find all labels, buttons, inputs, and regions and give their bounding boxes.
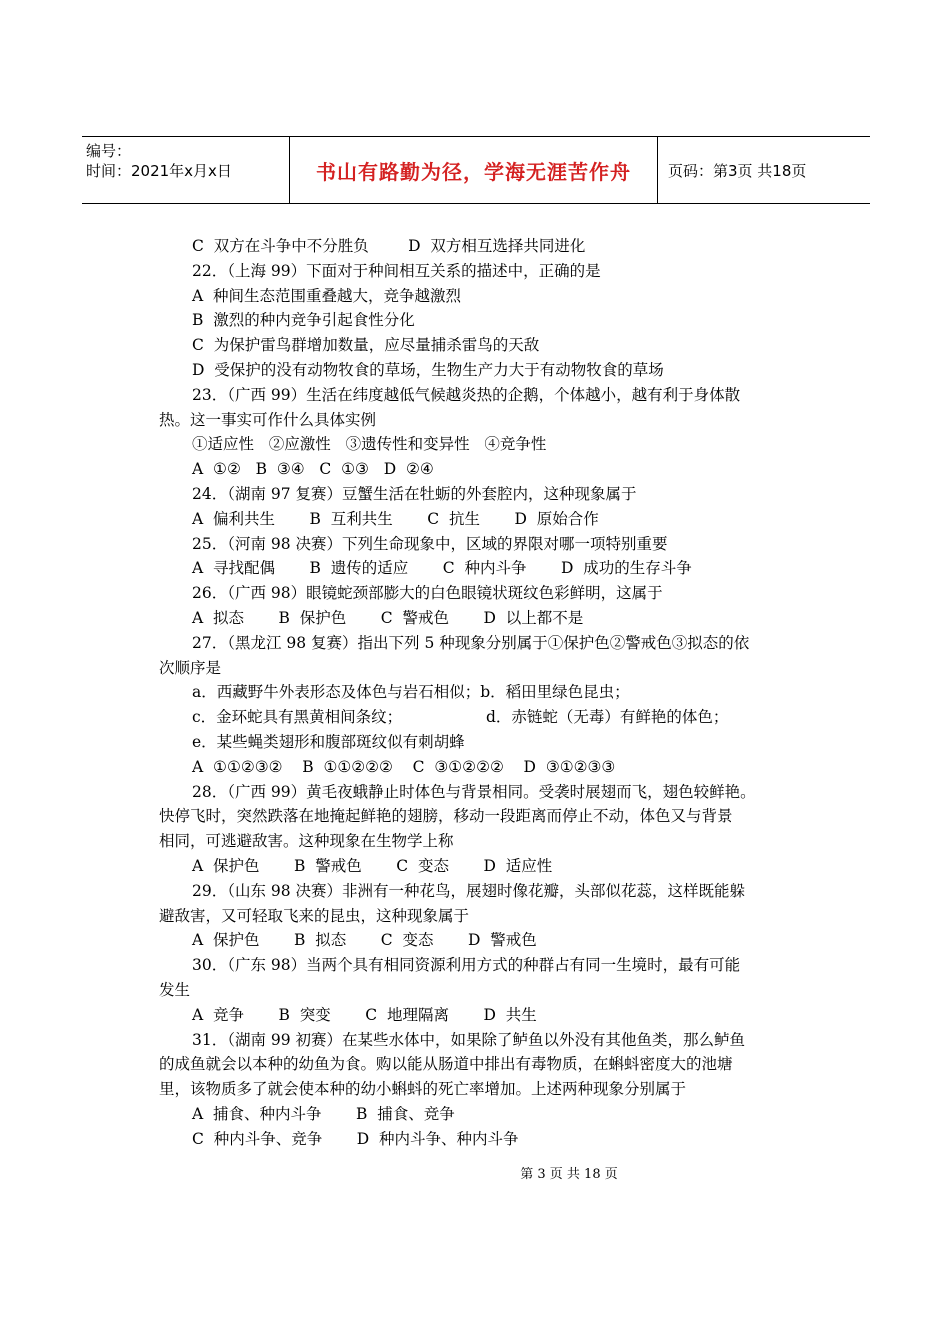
option-line: A 寻找配偶 B 遗传的适应 C 种内斗争 D 成功的生存斗争 xyxy=(192,559,692,578)
question-continuation: 发生 xyxy=(159,980,191,999)
option-line: A 保护色 B 拟态 C 变态 D 警戒色 xyxy=(192,931,537,950)
header-meta xyxy=(82,137,290,203)
option-line: C 为保护雷鸟群增加数量，应尽量捕杀雷鸟的天敌 xyxy=(192,336,540,355)
question-continuation: 次顺序是 xyxy=(159,658,222,677)
question-continuation: 避敌害，又可轻取飞来的昆虫，这种现象属于 xyxy=(159,906,470,925)
option-line: C 种内斗争、竞争 D 种内斗争、种内斗争 xyxy=(192,1129,519,1148)
header-motto-cell xyxy=(290,137,658,203)
option-line: A 偏利共生 B 互利共生 C 抗生 D 原始合作 xyxy=(192,509,599,528)
question-line: 30．（广东 98）当两个具有相同资源利用方式的种群占有同一生境时，最有可能 xyxy=(192,956,741,975)
option-line: A ①①②③② B ①①②②② C ③①②②② D ③①②③③ xyxy=(192,757,616,776)
option-line: c．金环蛇具有黑黄相间条纹； d．赤链蛇（无毒）有鲜艳的体色； xyxy=(192,708,729,727)
question-line: 24．（湖南 97 复赛）豆蟹生活在牡蛎的外套腔内，这种现象属于 xyxy=(192,484,637,503)
question-line: 23．（广西 99）生活在纬度越低气候越炎热的企鹅，个体越小，越有利于身体散 xyxy=(192,385,741,404)
question-line: 31．（湖南 99 初赛）在某些水体中，如果除了鲈鱼以外没有其他鱼类，那么鲈鱼 xyxy=(192,1030,746,1049)
option-line: ①适应性 ②应激性 ③遗传性和变异性 ④竞争性 xyxy=(192,435,547,454)
document-body xyxy=(159,234,799,1151)
question-continuation: 热。这一事实可作什么具体实例 xyxy=(159,410,377,429)
text-line: C 双方在斗争中不分胜负 D 双方相互选择共同进化 xyxy=(192,237,586,255)
option-line: A ①② B ③④ C ①③ D ②④ xyxy=(192,460,434,479)
footer-page-number: 第 3 页 共 18 页 xyxy=(520,1167,618,1182)
question-line: 28．（广西 99）黄毛夜蛾静止时体色与背景相同。受袭时展翅而飞，翅色较鲜艳。 xyxy=(192,782,756,801)
question-continuation: 相同，可逃避敌害。这种现象在生物学上称 xyxy=(159,832,454,851)
page-header xyxy=(82,136,870,204)
option-line: e．某些蝇类翅形和腹部斑纹似有刺胡蜂 xyxy=(192,732,465,751)
question-line: 22．（上海 99）下面对于种间相互关系的描述中，正确的是 xyxy=(192,261,601,280)
question-continuation: 的成鱼就会以本种的幼鱼为食。购以能从肠道中排出有毒物质，在蝌蚪密度大的池塘 xyxy=(159,1055,733,1074)
question-continuation: 快停飞时，突然跌落在地掩起鲜艳的翅膀，移动一段距离而停止不动，体色又与背景 xyxy=(159,807,733,826)
question-line: 29．（山东 98 决赛）非洲有一种花鸟，展翅时像花瓣，头部似花蕊，这样既能躲 xyxy=(192,881,746,900)
option-line: A 竞争 B 突变 C 地理隔离 D 共生 xyxy=(192,1005,537,1024)
header-page-info xyxy=(658,137,870,203)
page-info-text: 页码：第3页 共18页 xyxy=(668,161,807,180)
number-label: 编号： xyxy=(86,142,132,160)
question-continuation: 里，该物质多了就会使本种的幼小蝌蚪的死亡率增加。上述两种现象分别属于 xyxy=(159,1080,687,1099)
option-line: D 受保护的没有动物牧食的草场，生物生产力大于有动物牧食的草场 xyxy=(192,360,664,379)
option-line: B 激烈的种内竞争引起食性分化 xyxy=(192,311,415,330)
time-label: 时间：2021年x月x日 xyxy=(86,162,232,180)
option-line: a．西藏野牛外表形态及体色与岩石相似；b．稻田里绿色昆虫； xyxy=(192,683,630,702)
option-line: A 捕食、种内斗争 B 捕食、竞争 xyxy=(192,1104,455,1123)
page-footer xyxy=(0,1163,950,1182)
question-line: 26．（广西 98）眼镜蛇颈部膨大的白色眼镜状斑纹色彩鲜明，这属于 xyxy=(192,584,663,603)
option-line: A 保护色 B 警戒色 C 变态 D 适应性 xyxy=(192,856,553,875)
question-line: 27．（黑龙江 98 复赛）指出下列 5 种现象分别属于①保护色②警戒色③拟态的依 xyxy=(192,633,750,652)
option-line: A 种间生态范围重叠越大，竞争越激烈 xyxy=(192,286,462,305)
motto-text: 书山有路勤为径，学海无涯苦作舟 xyxy=(316,159,631,184)
question-line: 25．（河南 98 决赛）下列生命现象中，区域的界限对哪一项特别重要 xyxy=(192,534,668,553)
option-line: A 拟态 B 保护色 C 警戒色 D 以上都不是 xyxy=(192,608,584,627)
